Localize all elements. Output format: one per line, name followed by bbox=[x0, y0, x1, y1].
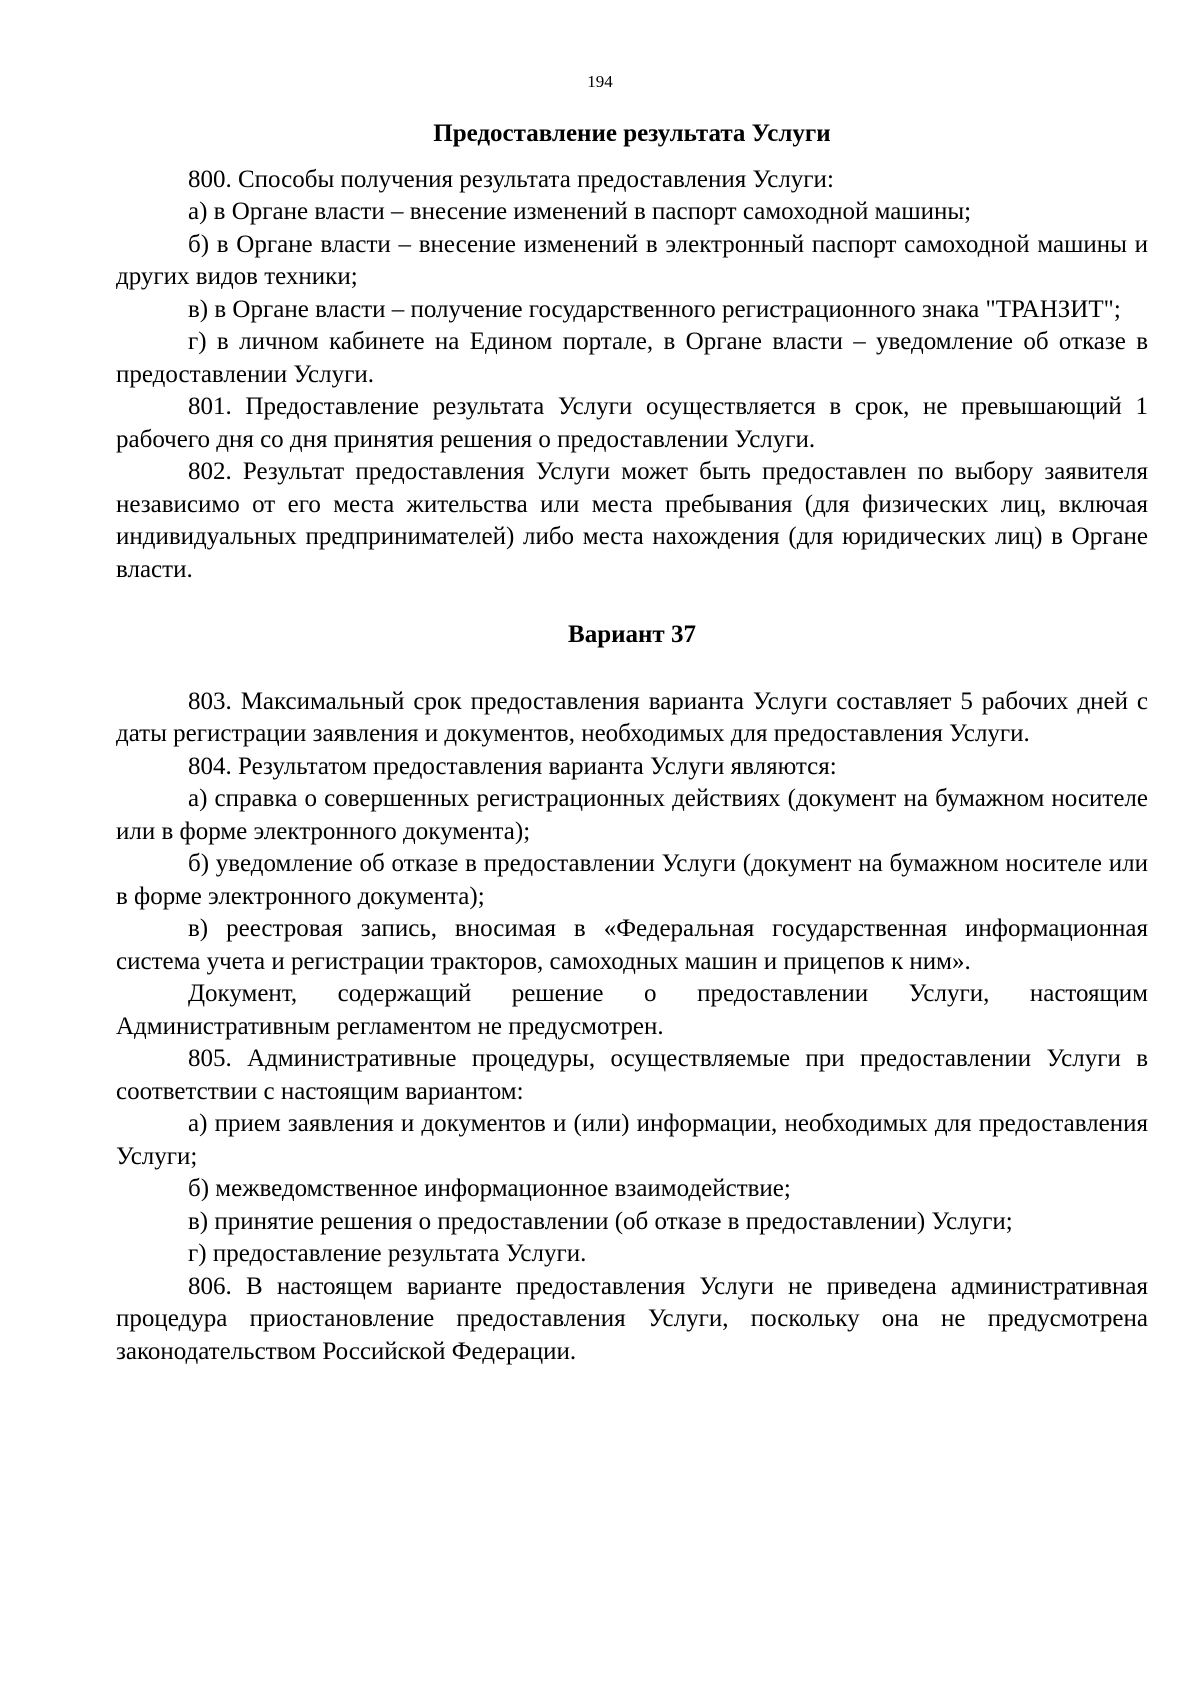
paragraph-803: 803. Максимальный срок предоставления варианта Услуги составляет 5 рабочих дней с даты регистрации заявления и документов, необходимых для предоставления Услуги. bbox=[116, 687, 1148, 747]
paragraph-805-a: а) прием заявления и документов и (или) информации, необходимых для предоставления Услуги; bbox=[116, 1110, 1148, 1170]
paragraph-804-note: Документ, содержащий решение о предоставлении Услуги, настоящим Административным регламентом не предусмотрен. bbox=[116, 980, 1148, 1040]
paragraph-800-b: б) в Органе власти – внесение изменений в электронный паспорт самоходной машины и других видов техники; bbox=[116, 230, 1148, 290]
paragraph-806: 806. В настоящем варианте предоставления Услуги не приведена административная процедура приостановление предоставления Услуги, поскольку она не предусмотрена законодательством Российской Федерации. bbox=[116, 1272, 1148, 1365]
paragraph-800-g: г) в личном кабинете на Едином портале, в Органе власти – уведомление об отказе в предоставлении Услуги. bbox=[116, 328, 1148, 388]
paragraph-805-g: г) предоставление результата Услуги. bbox=[188, 1240, 587, 1267]
paragraph-805: 805. Административные процедуры, осуществляемые при предоставлении Услуги в соответствии с настоящим вариантом: bbox=[116, 1045, 1148, 1105]
paragraph-801: 801. Предоставление результата Услуги осуществляется в срок, не превышающий 1 рабочего дня со дня принятия решения о предоставлении Услуги. bbox=[116, 393, 1148, 453]
paragraph-800-v: в) в Органе власти – получение государственного регистрационного знака "ТРАНЗИТ"; bbox=[188, 295, 1121, 323]
paragraph-802: 802. Результат предоставления Услуги может быть предоставлен по выбору заявителя независимо от его места жительства или места пребывания (для физических лиц, включая индивидуальных предпринимателей) либо места нахождения (для юридических лиц) в Органе власти. bbox=[116, 458, 1148, 583]
page-number: 194 bbox=[587, 72, 613, 91]
paragraph-805-b: б) межведомственное информационное взаимодействие; bbox=[188, 1175, 791, 1202]
paragraph-800-a: а) в Органе власти – внесение изменений в паспорт самоходной машины; bbox=[188, 198, 972, 225]
section-heading-result: Предоставление результата Услуги bbox=[433, 120, 831, 147]
paragraph-804-v: в) реестровая запись, вносимая в «Федеральная государственная информационная система учета и регистрации тракторов, самоходных машин и прицепов к ним». bbox=[116, 915, 1148, 975]
paragraph-804: 804. Результатом предоставления варианта Услуги являются: bbox=[188, 752, 837, 780]
paragraph-805-v: в) принятие решения о предоставлении (об отказе в предоставлении) Услуги; bbox=[188, 1207, 1013, 1235]
paragraph-800: 800. Способы получения результата предоставления Услуги: bbox=[188, 165, 834, 193]
document-body bbox=[116, 118, 1148, 1368]
paragraph-804-b: б) уведомление об отказе в предоставлении Услуги (документ на бумажном носителе или в форме электронного документа); bbox=[116, 850, 1148, 910]
section-heading-variant: Вариант 37 bbox=[568, 621, 696, 648]
paragraph-804-a: а) справка о совершенных регистрационных действиях (документ на бумажном носителе или в форме электронного документа); bbox=[116, 785, 1148, 845]
